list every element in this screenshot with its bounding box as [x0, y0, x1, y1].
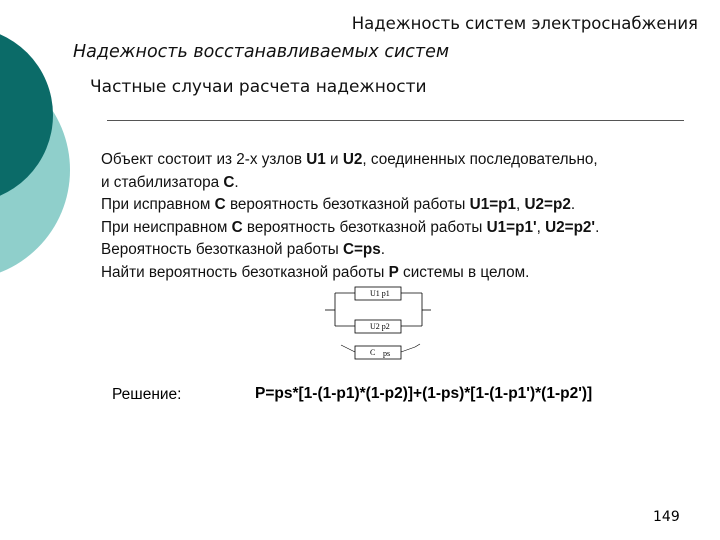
u1-label: U1 p1 — [370, 289, 390, 298]
page-number: 149 — [653, 509, 680, 525]
c-label: C — [370, 348, 376, 357]
text: и стабилизатора — [101, 173, 224, 191]
text: Найти вероятность безотказной работы — [101, 263, 389, 281]
divider — [107, 120, 684, 121]
text: , соединенных последовательно, — [362, 151, 598, 168]
text: U1 — [306, 151, 326, 168]
text: системы в целом. — [398, 263, 530, 281]
task-line — [101, 239, 701, 262]
text: . — [380, 241, 386, 259]
solution-formula: P=ps*[1-(1-p1)*(1-p2)]+(1-ps)*[1-(1-p1')*(1-p2')] — [255, 385, 593, 402]
task-line — [101, 149, 701, 172]
text: U2=p2' — [545, 218, 596, 236]
text: C — [214, 196, 226, 214]
text: C — [223, 173, 235, 191]
text: , — [516, 196, 525, 214]
task-line — [101, 194, 701, 217]
text: U2 — [342, 151, 363, 168]
task-line — [101, 217, 701, 240]
section-title: Частные случаи расчета надежности — [90, 77, 427, 97]
c-block — [355, 346, 401, 359]
subtitle: Надежность восстанавливаемых систем — [73, 42, 450, 62]
solution-label: Решение: — [112, 386, 182, 403]
text: U2=p2 — [524, 196, 571, 214]
text: P — [388, 263, 399, 281]
text: вероятность безотказной работы — [225, 196, 470, 214]
text: . — [595, 218, 600, 236]
reliability-diagram — [325, 280, 435, 365]
text: Вероятность безотказной работы — [101, 241, 343, 259]
task-line — [101, 172, 701, 195]
text: При неисправном — [101, 218, 232, 236]
text: Объект состоит из 2-х узлов — [101, 151, 307, 168]
u2-label: U2 p2 — [370, 322, 390, 331]
header-title: Надежность систем электроснабжения — [351, 14, 698, 33]
text: C=ps — [342, 241, 381, 259]
text: и — [325, 151, 343, 168]
text: C — [231, 218, 243, 236]
task-text — [101, 149, 701, 285]
text: U1=p1 — [469, 196, 516, 214]
text: вероятность безотказной работы — [242, 218, 487, 236]
text: U1=p1' — [486, 218, 537, 236]
ps-label: ps — [383, 349, 391, 358]
text: . — [570, 196, 576, 214]
text: . — [234, 173, 239, 191]
text: , — [536, 218, 546, 236]
text: При исправном — [101, 196, 215, 214]
